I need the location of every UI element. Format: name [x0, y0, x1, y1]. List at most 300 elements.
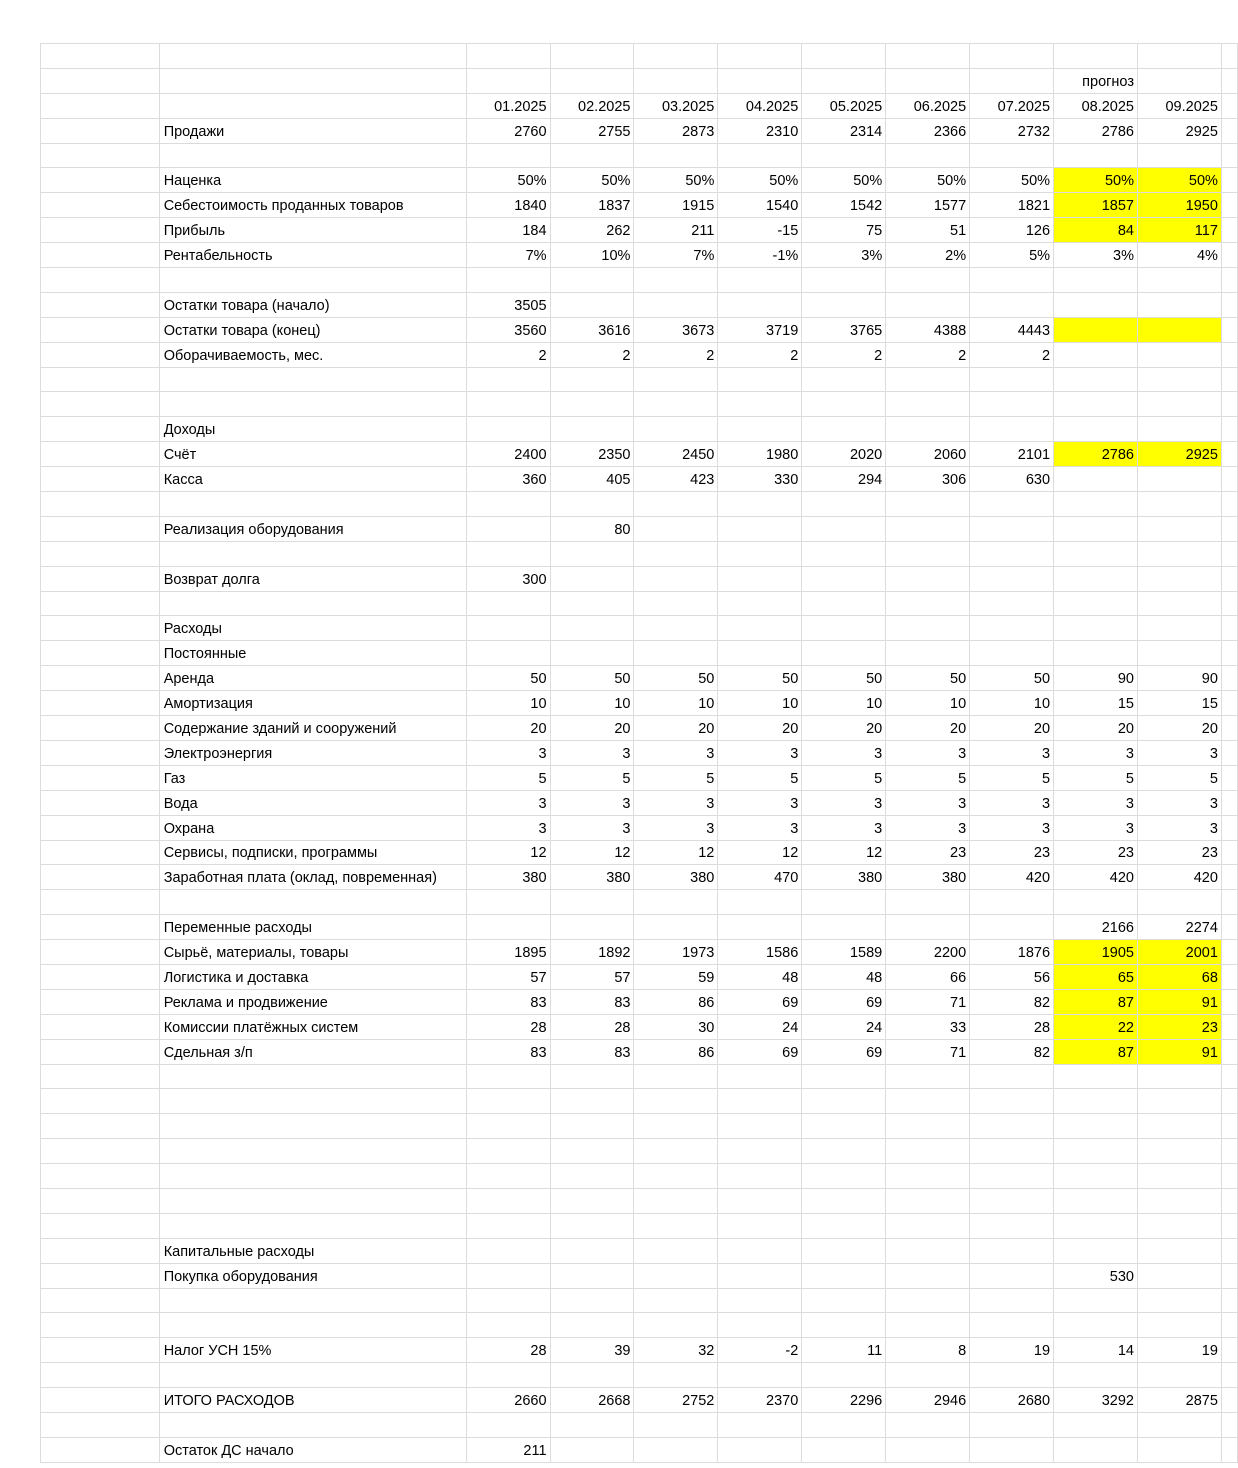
value-cell[interactable] — [718, 268, 802, 293]
value-cell[interactable] — [718, 616, 802, 641]
cell-empty[interactable] — [41, 1089, 160, 1114]
value-cell[interactable]: 380 — [802, 865, 886, 890]
cell-empty[interactable] — [41, 417, 160, 442]
value-cell[interactable]: 2 — [634, 342, 718, 367]
cell-empty[interactable] — [41, 815, 160, 840]
value-cell[interactable] — [1137, 1064, 1221, 1089]
cell-empty[interactable] — [41, 915, 160, 940]
value-cell[interactable]: 2786 — [1054, 118, 1138, 143]
value-cell[interactable]: 03.2025 — [634, 93, 718, 118]
row-label-cell[interactable]: Охрана — [159, 815, 466, 840]
value-cell[interactable]: 2 — [718, 342, 802, 367]
row-label-cell[interactable] — [159, 492, 466, 517]
value-cell[interactable]: 12 — [550, 840, 634, 865]
value-cell[interactable] — [802, 417, 886, 442]
value-cell[interactable]: 12 — [634, 840, 718, 865]
value-cell[interactable]: 24 — [802, 1014, 886, 1039]
value-cell[interactable]: 12 — [802, 840, 886, 865]
cell-empty[interactable] — [41, 964, 160, 989]
value-cell[interactable]: 23 — [1137, 1014, 1221, 1039]
cell-empty[interactable] — [41, 367, 160, 392]
value-cell[interactable]: 14 — [1054, 1338, 1138, 1363]
value-cell[interactable]: 1980 — [718, 442, 802, 467]
value-cell[interactable]: 01.2025 — [466, 93, 550, 118]
value-cell[interactable] — [1054, 1114, 1138, 1139]
value-cell[interactable] — [886, 1064, 970, 1089]
value-cell[interactable] — [718, 1188, 802, 1213]
row-label-cell[interactable] — [159, 541, 466, 566]
value-cell[interactable] — [718, 417, 802, 442]
value-cell[interactable]: 20 — [634, 716, 718, 741]
value-cell[interactable]: 306 — [886, 467, 970, 492]
value-cell[interactable]: 20 — [550, 716, 634, 741]
value-cell[interactable] — [550, 1164, 634, 1189]
value-cell[interactable] — [970, 616, 1054, 641]
cell-empty[interactable] — [1221, 1338, 1237, 1363]
value-cell[interactable] — [802, 367, 886, 392]
value-cell[interactable] — [718, 392, 802, 417]
value-cell[interactable]: 20 — [466, 716, 550, 741]
value-cell[interactable]: 50 — [466, 666, 550, 691]
value-cell[interactable]: 30 — [634, 1014, 718, 1039]
value-cell[interactable] — [718, 915, 802, 940]
value-cell[interactable] — [886, 367, 970, 392]
value-cell[interactable]: 32 — [634, 1338, 718, 1363]
value-cell[interactable]: 3 — [970, 790, 1054, 815]
value-cell[interactable]: 3719 — [718, 317, 802, 342]
cell-empty[interactable] — [41, 93, 160, 118]
cell-empty[interactable] — [41, 392, 160, 417]
value-cell[interactable] — [802, 1213, 886, 1238]
value-cell[interactable] — [1054, 616, 1138, 641]
value-cell[interactable]: 1905 — [1054, 940, 1138, 965]
cell-empty[interactable] — [1221, 442, 1237, 467]
cell-empty[interactable] — [41, 1139, 160, 1164]
value-cell[interactable]: 530 — [1054, 1263, 1138, 1288]
value-cell[interactable]: 83 — [550, 1039, 634, 1064]
value-cell[interactable]: 2925 — [1137, 118, 1221, 143]
value-cell[interactable] — [718, 1114, 802, 1139]
cell-empty[interactable] — [1221, 492, 1237, 517]
row-label-cell[interactable] — [159, 268, 466, 293]
value-cell[interactable]: 68 — [1137, 964, 1221, 989]
value-cell[interactable] — [550, 492, 634, 517]
value-cell[interactable] — [634, 890, 718, 915]
value-cell[interactable] — [1137, 1139, 1221, 1164]
value-cell[interactable] — [1137, 641, 1221, 666]
value-cell[interactable] — [634, 1363, 718, 1388]
value-cell[interactable] — [466, 44, 550, 69]
cell-empty[interactable] — [41, 1213, 160, 1238]
value-cell[interactable]: 50% — [886, 168, 970, 193]
value-cell[interactable] — [634, 541, 718, 566]
value-cell[interactable]: 1892 — [550, 940, 634, 965]
value-cell[interactable]: 2925 — [1137, 442, 1221, 467]
row-label-cell[interactable]: Возврат долга — [159, 566, 466, 591]
value-cell[interactable] — [634, 1188, 718, 1213]
row-label-cell[interactable]: Расходы — [159, 616, 466, 641]
value-cell[interactable]: 10 — [634, 691, 718, 716]
value-cell[interactable] — [886, 292, 970, 317]
value-cell[interactable]: 5 — [634, 765, 718, 790]
value-cell[interactable] — [802, 591, 886, 616]
value-cell[interactable] — [1137, 1089, 1221, 1114]
value-cell[interactable] — [718, 367, 802, 392]
value-cell[interactable] — [1137, 1363, 1221, 1388]
value-cell[interactable]: 50 — [970, 666, 1054, 691]
value-cell[interactable] — [802, 1188, 886, 1213]
value-cell[interactable] — [634, 1437, 718, 1462]
value-cell[interactable]: 420 — [1054, 865, 1138, 890]
value-cell[interactable] — [1054, 541, 1138, 566]
value-cell[interactable] — [802, 1363, 886, 1388]
value-cell[interactable]: 12 — [718, 840, 802, 865]
value-cell[interactable] — [466, 143, 550, 168]
cell-empty[interactable] — [41, 691, 160, 716]
value-cell[interactable] — [634, 616, 718, 641]
value-cell[interactable] — [466, 1238, 550, 1263]
cell-empty[interactable] — [1221, 740, 1237, 765]
value-cell[interactable] — [802, 44, 886, 69]
value-cell[interactable] — [886, 616, 970, 641]
value-cell[interactable]: 3560 — [466, 317, 550, 342]
value-cell[interactable]: 12 — [466, 840, 550, 865]
value-cell[interactable] — [1054, 143, 1138, 168]
value-cell[interactable]: 3 — [1054, 740, 1138, 765]
row-label-cell[interactable] — [159, 44, 466, 69]
value-cell[interactable] — [718, 1288, 802, 1313]
row-label-cell[interactable]: Наценка — [159, 168, 466, 193]
cell-empty[interactable] — [1221, 168, 1237, 193]
value-cell[interactable] — [550, 1288, 634, 1313]
value-cell[interactable] — [802, 1313, 886, 1338]
value-cell[interactable] — [1137, 68, 1221, 93]
value-cell[interactable]: 1973 — [634, 940, 718, 965]
value-cell[interactable] — [466, 417, 550, 442]
value-cell[interactable] — [802, 541, 886, 566]
value-cell[interactable]: 1950 — [1137, 193, 1221, 218]
value-cell[interactable]: 2 — [466, 342, 550, 367]
row-label-cell[interactable]: Себестоимость проданных товаров — [159, 193, 466, 218]
cell-empty[interactable] — [1221, 815, 1237, 840]
value-cell[interactable] — [634, 417, 718, 442]
value-cell[interactable]: 3 — [970, 740, 1054, 765]
value-cell[interactable]: 20 — [886, 716, 970, 741]
value-cell[interactable] — [550, 68, 634, 93]
value-cell[interactable] — [466, 1064, 550, 1089]
value-cell[interactable]: 39 — [550, 1338, 634, 1363]
cell-empty[interactable] — [41, 1014, 160, 1039]
value-cell[interactable]: 10 — [466, 691, 550, 716]
value-cell[interactable] — [466, 1139, 550, 1164]
value-cell[interactable]: 3 — [718, 815, 802, 840]
value-cell[interactable]: 10 — [550, 691, 634, 716]
value-cell[interactable]: 360 — [466, 467, 550, 492]
cell-empty[interactable] — [1221, 367, 1237, 392]
value-cell[interactable]: 380 — [634, 865, 718, 890]
value-cell[interactable]: 2668 — [550, 1388, 634, 1413]
value-cell[interactable] — [550, 1213, 634, 1238]
value-cell[interactable]: 211 — [634, 218, 718, 243]
value-cell[interactable] — [970, 1064, 1054, 1089]
value-cell[interactable]: 5% — [970, 243, 1054, 268]
value-cell[interactable]: 50 — [550, 666, 634, 691]
value-cell[interactable] — [550, 915, 634, 940]
value-cell[interactable]: -1% — [718, 243, 802, 268]
cell-empty[interactable] — [1221, 1238, 1237, 1263]
value-cell[interactable] — [886, 541, 970, 566]
value-cell[interactable] — [634, 1288, 718, 1313]
value-cell[interactable] — [802, 143, 886, 168]
cell-empty[interactable] — [1221, 1363, 1237, 1388]
value-cell[interactable] — [970, 292, 1054, 317]
value-cell[interactable] — [550, 566, 634, 591]
value-cell[interactable] — [718, 1064, 802, 1089]
value-cell[interactable] — [886, 1313, 970, 1338]
value-cell[interactable] — [970, 1288, 1054, 1313]
value-cell[interactable]: 3292 — [1054, 1388, 1138, 1413]
cell-empty[interactable] — [41, 1288, 160, 1313]
value-cell[interactable]: 5 — [466, 765, 550, 790]
cell-empty[interactable] — [41, 666, 160, 691]
cell-empty[interactable] — [1221, 1164, 1237, 1189]
value-cell[interactable]: 2873 — [634, 118, 718, 143]
value-cell[interactable] — [466, 268, 550, 293]
row-label-cell[interactable]: Газ — [159, 765, 466, 790]
value-cell[interactable]: 2% — [886, 243, 970, 268]
value-cell[interactable]: 3 — [802, 740, 886, 765]
value-cell[interactable] — [1137, 591, 1221, 616]
value-cell[interactable] — [718, 1437, 802, 1462]
value-cell[interactable] — [718, 1313, 802, 1338]
value-cell[interactable] — [970, 1089, 1054, 1114]
value-cell[interactable] — [550, 1313, 634, 1338]
value-cell[interactable] — [970, 516, 1054, 541]
value-cell[interactable]: 3 — [550, 790, 634, 815]
cell-empty[interactable] — [41, 342, 160, 367]
value-cell[interactable] — [634, 268, 718, 293]
value-cell[interactable]: 1895 — [466, 940, 550, 965]
value-cell[interactable] — [1137, 566, 1221, 591]
value-cell[interactable] — [1054, 1238, 1138, 1263]
row-label-cell[interactable]: Рентабельность — [159, 243, 466, 268]
row-label-cell[interactable] — [159, 1139, 466, 1164]
value-cell[interactable]: 1821 — [970, 193, 1054, 218]
value-cell[interactable] — [970, 1363, 1054, 1388]
value-cell[interactable]: 5 — [1137, 765, 1221, 790]
row-label-cell[interactable]: Налог УСН 15% — [159, 1338, 466, 1363]
value-cell[interactable] — [970, 1213, 1054, 1238]
value-cell[interactable]: 3 — [1054, 815, 1138, 840]
value-cell[interactable] — [970, 1313, 1054, 1338]
row-label-cell[interactable]: Продажи — [159, 118, 466, 143]
value-cell[interactable] — [550, 143, 634, 168]
value-cell[interactable] — [718, 44, 802, 69]
value-cell[interactable] — [550, 1437, 634, 1462]
cell-empty[interactable] — [1221, 143, 1237, 168]
value-cell[interactable] — [1054, 566, 1138, 591]
value-cell[interactable]: 04.2025 — [718, 93, 802, 118]
value-cell[interactable] — [1137, 1412, 1221, 1437]
cell-empty[interactable] — [1221, 1412, 1237, 1437]
cell-empty[interactable] — [41, 740, 160, 765]
value-cell[interactable]: 3 — [718, 790, 802, 815]
value-cell[interactable] — [718, 1363, 802, 1388]
value-cell[interactable]: 59 — [634, 964, 718, 989]
value-cell[interactable]: 87 — [1054, 1039, 1138, 1064]
value-cell[interactable]: 71 — [886, 1039, 970, 1064]
value-cell[interactable]: 1540 — [718, 193, 802, 218]
value-cell[interactable]: 3 — [1137, 815, 1221, 840]
value-cell[interactable]: 3 — [550, 815, 634, 840]
value-cell[interactable] — [1054, 1288, 1138, 1313]
row-label-cell[interactable] — [159, 1164, 466, 1189]
row-label-cell[interactable]: Содержание зданий и сооружений — [159, 716, 466, 741]
value-cell[interactable]: 2274 — [1137, 915, 1221, 940]
row-label-cell[interactable] — [159, 1363, 466, 1388]
value-cell[interactable] — [970, 566, 1054, 591]
value-cell[interactable]: 294 — [802, 467, 886, 492]
value-cell[interactable]: 2946 — [886, 1388, 970, 1413]
cell-empty[interactable] — [1221, 44, 1237, 69]
value-cell[interactable]: 2060 — [886, 442, 970, 467]
value-cell[interactable] — [970, 68, 1054, 93]
value-cell[interactable] — [1137, 516, 1221, 541]
value-cell[interactable]: 10% — [550, 243, 634, 268]
value-cell[interactable]: 2450 — [634, 442, 718, 467]
value-cell[interactable]: 15 — [1054, 691, 1138, 716]
value-cell[interactable] — [1054, 1412, 1138, 1437]
value-cell[interactable] — [634, 915, 718, 940]
cell-empty[interactable] — [1221, 417, 1237, 442]
cell-empty[interactable] — [1221, 1388, 1237, 1413]
value-cell[interactable]: 5 — [1054, 765, 1138, 790]
value-cell[interactable] — [802, 492, 886, 517]
value-cell[interactable] — [550, 616, 634, 641]
row-label-cell[interactable] — [159, 143, 466, 168]
value-cell[interactable] — [550, 1114, 634, 1139]
value-cell[interactable]: 83 — [466, 1039, 550, 1064]
value-cell[interactable] — [550, 367, 634, 392]
row-label-cell[interactable]: Сервисы, подписки, программы — [159, 840, 466, 865]
value-cell[interactable]: 02.2025 — [550, 93, 634, 118]
value-cell[interactable] — [970, 367, 1054, 392]
value-cell[interactable] — [1054, 516, 1138, 541]
value-cell[interactable] — [802, 516, 886, 541]
row-label-cell[interactable]: ИТОГО РАСХОДОВ — [159, 1388, 466, 1413]
value-cell[interactable] — [970, 1437, 1054, 1462]
cell-empty[interactable] — [41, 1338, 160, 1363]
value-cell[interactable] — [1054, 1188, 1138, 1213]
cell-empty[interactable] — [41, 566, 160, 591]
value-cell[interactable]: 300 — [466, 566, 550, 591]
row-label-cell[interactable]: Остатки товара (начало) — [159, 292, 466, 317]
value-cell[interactable] — [466, 1263, 550, 1288]
cell-empty[interactable] — [1221, 1089, 1237, 1114]
value-cell[interactable] — [802, 1089, 886, 1114]
cell-empty[interactable] — [1221, 840, 1237, 865]
row-label-cell[interactable] — [159, 367, 466, 392]
value-cell[interactable] — [970, 492, 1054, 517]
value-cell[interactable] — [718, 516, 802, 541]
value-cell[interactable]: 2760 — [466, 118, 550, 143]
value-cell[interactable]: 184 — [466, 218, 550, 243]
value-cell[interactable] — [970, 541, 1054, 566]
value-cell[interactable] — [1137, 392, 1221, 417]
value-cell[interactable] — [802, 68, 886, 93]
value-cell[interactable] — [1054, 1213, 1138, 1238]
value-cell[interactable] — [1054, 268, 1138, 293]
value-cell[interactable] — [466, 516, 550, 541]
row-label-cell[interactable]: Логистика и доставка — [159, 964, 466, 989]
value-cell[interactable] — [886, 1263, 970, 1288]
value-cell[interactable] — [886, 1412, 970, 1437]
cell-empty[interactable] — [41, 765, 160, 790]
cell-empty[interactable] — [41, 1263, 160, 1288]
value-cell[interactable] — [550, 392, 634, 417]
value-cell[interactable] — [634, 516, 718, 541]
value-cell[interactable]: 7% — [634, 243, 718, 268]
row-label-cell[interactable]: Остаток ДС начало — [159, 1437, 466, 1462]
value-cell[interactable] — [1054, 1437, 1138, 1462]
value-cell[interactable] — [1137, 1114, 1221, 1139]
row-label-cell[interactable]: Реализация оборудования — [159, 516, 466, 541]
value-cell[interactable]: 05.2025 — [802, 93, 886, 118]
value-cell[interactable]: 3 — [886, 790, 970, 815]
row-label-cell[interactable] — [159, 392, 466, 417]
value-cell[interactable] — [970, 1412, 1054, 1437]
value-cell[interactable] — [802, 1263, 886, 1288]
value-cell[interactable]: 82 — [970, 1039, 1054, 1064]
row-label-cell[interactable]: Заработная плата (оклад, повременная) — [159, 865, 466, 890]
cell-empty[interactable] — [1221, 964, 1237, 989]
value-cell[interactable] — [886, 44, 970, 69]
cell-empty[interactable] — [41, 317, 160, 342]
value-cell[interactable] — [802, 641, 886, 666]
value-cell[interactable]: 3 — [970, 815, 1054, 840]
cell-empty[interactable] — [41, 1313, 160, 1338]
value-cell[interactable]: 90 — [1137, 666, 1221, 691]
value-cell[interactable] — [1137, 890, 1221, 915]
value-cell[interactable] — [1054, 367, 1138, 392]
value-cell[interactable] — [550, 1064, 634, 1089]
cell-empty[interactable] — [41, 118, 160, 143]
value-cell[interactable]: 470 — [718, 865, 802, 890]
value-cell[interactable] — [550, 1363, 634, 1388]
value-cell[interactable] — [886, 1139, 970, 1164]
value-cell[interactable]: 211 — [466, 1437, 550, 1462]
cell-empty[interactable] — [41, 1412, 160, 1437]
cell-empty[interactable] — [41, 840, 160, 865]
row-label-cell[interactable]: Счёт — [159, 442, 466, 467]
value-cell[interactable]: 4443 — [970, 317, 1054, 342]
value-cell[interactable]: 69 — [802, 989, 886, 1014]
cell-empty[interactable] — [1221, 1139, 1237, 1164]
value-cell[interactable]: 1876 — [970, 940, 1054, 965]
value-cell[interactable]: 1915 — [634, 193, 718, 218]
row-label-cell[interactable]: Сырьё, материалы, товары — [159, 940, 466, 965]
value-cell[interactable]: 66 — [886, 964, 970, 989]
value-cell[interactable] — [1137, 1437, 1221, 1462]
cell-empty[interactable] — [1221, 467, 1237, 492]
value-cell[interactable] — [886, 143, 970, 168]
value-cell[interactable]: 2314 — [802, 118, 886, 143]
value-cell[interactable]: 15 — [1137, 691, 1221, 716]
value-cell[interactable] — [802, 616, 886, 641]
value-cell[interactable]: 22 — [1054, 1014, 1138, 1039]
value-cell[interactable]: 19 — [1137, 1338, 1221, 1363]
value-cell[interactable]: 50% — [1137, 168, 1221, 193]
